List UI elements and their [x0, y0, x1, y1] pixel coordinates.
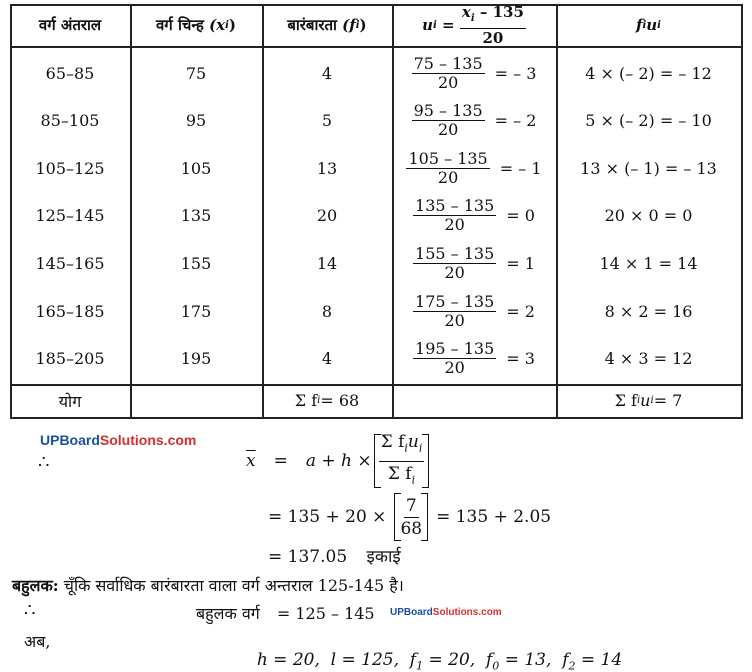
u-value: = 2 [506, 301, 535, 321]
header-fu-f: f [636, 16, 643, 34]
calc-frac-den-f: Σ f [387, 463, 412, 484]
cell-class-interval: 105–125 [35, 158, 105, 178]
cell-fu: 8 × 2 = 16 [604, 301, 693, 321]
total-sum-fu-u: u [640, 391, 651, 410]
watermark-mid-part1: UPBoard [390, 607, 433, 618]
u-denominator: 20 [437, 120, 459, 140]
total-sum-fu-val: = 7 [653, 391, 683, 410]
total-label [10, 384, 130, 417]
u-denominator: 20 [437, 72, 459, 92]
calc-line2-suffix: = 135 + 2.05 [436, 507, 552, 527]
cell-frequency: 4 [321, 63, 333, 83]
calc-bracket-2 [394, 493, 428, 541]
cell-frequency: 4 [321, 349, 333, 369]
mode-now-text: अब, [24, 632, 51, 651]
cell-class-mark: 105 [180, 158, 212, 178]
total-sum-fu-u-sub: i [650, 395, 654, 406]
u-fraction [413, 293, 496, 330]
total-sum-fu [556, 384, 741, 417]
total-label-text: योग [58, 391, 82, 411]
cell-frequency: 8 [321, 301, 333, 321]
calc-line2-num: 7 [405, 495, 417, 516]
cell-class-interval: 125–145 [35, 206, 105, 226]
table-header-divider [10, 46, 743, 48]
cell-class-interval: 145–165 [35, 253, 105, 273]
cell-class-mark: 195 [180, 349, 212, 369]
mode-now [24, 630, 50, 652]
cell-u [392, 336, 556, 382]
cell-fu: 5 × (– 2) = – 10 [585, 111, 712, 131]
mode-heading: बहुलक: [12, 576, 59, 595]
cell-frequency: 5 [321, 111, 333, 131]
cell-u [392, 240, 556, 286]
u-fraction [413, 197, 496, 234]
header-u-num-rest: – 135 [474, 3, 524, 21]
u-fraction [413, 340, 496, 377]
header-frequency-sub: i [355, 19, 360, 31]
cell-u [392, 98, 556, 144]
cell-class-mark: 175 [180, 301, 212, 321]
u-numerator: 155 – 135 [415, 243, 495, 263]
cell-class-mark: 135 [180, 206, 212, 226]
frequency-table [10, 4, 743, 418]
calc-line2-den: 68 [400, 518, 423, 539]
u-numerator: 75 – 135 [413, 53, 483, 73]
total-sum-fu-sub: i [636, 395, 641, 406]
total-sum-f [262, 384, 392, 417]
header-u-symbol: u [422, 16, 433, 34]
cell-class-mark: 95 [185, 111, 207, 131]
u-value: = 0 [506, 206, 535, 226]
u-fraction [406, 150, 489, 187]
u-value: = – 2 [494, 111, 537, 131]
watermark-logo-top [40, 432, 196, 448]
mode-f0-sub: 0 [492, 659, 500, 672]
header-class-interval-text: वर्ग अंतराल [38, 16, 102, 34]
mode-f1-sub: 1 [416, 659, 424, 672]
calc-eq-1: = [273, 451, 288, 471]
calc-line3-unit: इकाई [366, 547, 401, 567]
calc-bracket-1 [374, 434, 430, 488]
total-sum-f-val: = 68 [320, 391, 360, 410]
watermark-logo-mid [390, 607, 502, 618]
calc-frac-num-f: Σ f [380, 432, 405, 453]
calc-frac-num-sub: i [404, 441, 408, 455]
mode-f0-val: = 13, f [499, 650, 569, 670]
u-numerator: 95 – 135 [413, 101, 483, 121]
u-value: = – 1 [499, 158, 542, 178]
calc-frac-den-sub: i [411, 472, 416, 486]
header-class-mark-text: वर्ग चिन्ह [155, 16, 204, 34]
header-frequency-text: बारंबारता [287, 16, 337, 34]
u-value: = 3 [506, 349, 535, 369]
calc-frac-num-u: u [407, 432, 419, 453]
modal-class-line [196, 602, 375, 624]
cell-fu: 20 × 0 = 0 [604, 206, 693, 226]
cell-class-mark: 75 [185, 63, 207, 83]
cell-frequency: 13 [316, 158, 338, 178]
u-denominator: 20 [437, 167, 459, 187]
header-class-mark [130, 4, 262, 46]
calc-line-3 [268, 544, 401, 567]
u-fraction [412, 55, 485, 92]
cell-fu: 14 × 1 = 14 [599, 253, 698, 273]
calc-frac-num-u-sub: i [418, 441, 423, 455]
cell-u [392, 145, 556, 191]
header-frequency-close: ) [359, 16, 367, 34]
header-u-fraction [460, 3, 526, 47]
cell-fu: 4 × 3 = 12 [604, 349, 693, 369]
mode-f2-val: = 14 [575, 650, 623, 670]
mode-sentence: चूँकि सर्वाधिक बारंबारता वाला वर्ग अन्तराल 125-145 है। [63, 576, 404, 595]
cell-frequency: 14 [316, 253, 338, 273]
cell-fu: 13 × (– 1) = – 13 [580, 158, 717, 178]
total-sum-f-sub: i [317, 395, 321, 406]
u-value: = 1 [506, 253, 535, 273]
mode-f1-val: = 20, f [423, 650, 493, 670]
cell-class-interval: 165–185 [35, 301, 105, 321]
watermark-mid-part2: Solutions.com [432, 607, 502, 618]
cell-class-interval: 65–85 [45, 63, 95, 83]
header-class-mark-symbol: (x [209, 16, 226, 34]
x-bar-symbol: $\overline{x}$ [246, 451, 256, 471]
cell-class-interval: 185–205 [35, 349, 105, 369]
header-u-den: 20 [482, 29, 504, 47]
u-fraction [413, 245, 496, 282]
header-class-interval [10, 4, 130, 46]
u-fraction [412, 102, 485, 139]
calc-rhs-prefix: a + h × [305, 451, 372, 471]
header-frequency-symbol: (f [342, 16, 356, 34]
header-u-eq: = [442, 16, 455, 34]
cell-u [392, 193, 556, 239]
cell-u [392, 288, 556, 334]
u-denominator: 20 [444, 215, 465, 235]
mode-heading-line [12, 574, 404, 596]
calc-line-2 [268, 492, 551, 542]
u-value: = – 3 [494, 63, 537, 83]
header-class-mark-close: ) [228, 16, 237, 34]
header-fu [556, 4, 741, 46]
header-u-num-sub: i [470, 13, 475, 24]
calc-line3-value: = 137.05 [268, 547, 348, 567]
watermark-top-part1: UPBoard [40, 432, 100, 448]
calc-line-1 [246, 432, 429, 490]
mode-params-text: h = 20, l = 125, f [256, 650, 417, 670]
watermark-top-part2: Solutions.com [99, 432, 197, 448]
u-denominator: 20 [444, 262, 465, 282]
cell-u [392, 50, 556, 96]
header-u-num-x: x [461, 3, 471, 21]
header-frequency [262, 4, 392, 46]
u-numerator: 175 – 135 [415, 291, 495, 311]
mode-f2-sub: 2 [568, 659, 576, 672]
header-fu-u-sub: i [657, 19, 661, 31]
header-fu-u: u [646, 16, 658, 34]
modal-class-value: = 125 – 145 [276, 604, 375, 623]
header-u-sub: i [433, 19, 437, 31]
table-border-bottom [10, 417, 743, 419]
u-denominator: 20 [444, 358, 465, 378]
mode-therefore [24, 600, 35, 621]
modal-class-label: बहुलक वर्ग [196, 604, 260, 623]
header-u [392, 4, 556, 46]
u-numerator: 105 – 135 [408, 148, 488, 168]
cell-fu: 4 × (– 2) = – 12 [585, 63, 712, 83]
calc-therefore [38, 452, 49, 473]
calc-line2-prefix: = 135 + 20 × [268, 507, 387, 527]
header-class-mark-sub: i [225, 19, 229, 31]
cell-class-interval: 85–105 [40, 111, 100, 131]
cell-frequency: 20 [316, 206, 338, 226]
u-numerator: 135 – 135 [415, 196, 495, 216]
u-numerator: 195 – 135 [415, 339, 495, 359]
header-fu-f-sub: i [642, 19, 647, 31]
total-sum-f-sym: Σ f [294, 391, 318, 410]
table-border-right [741, 4, 743, 418]
u-denominator: 20 [444, 310, 465, 330]
mode-therefore-symbol: ∴ [24, 600, 36, 621]
cell-class-mark: 155 [180, 253, 212, 273]
total-sum-fu-sym: Σ f [614, 391, 637, 410]
mode-params [246, 630, 622, 672]
calc-therefore-symbol: ∴ [38, 452, 50, 473]
